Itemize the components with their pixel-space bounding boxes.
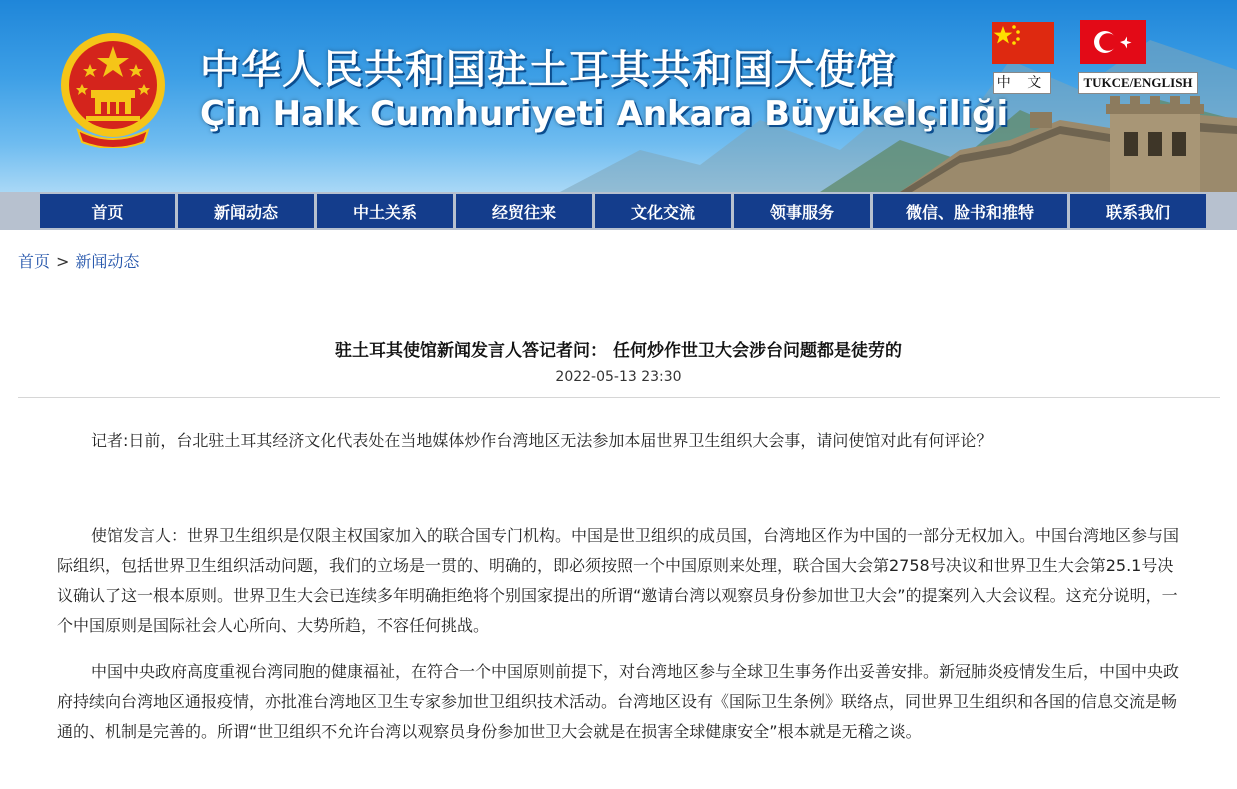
article-divider [18,397,1220,398]
embassy-title-cn: 中华人民共和国驻土耳其共和国大使馆 [200,46,897,93]
embassy-title-tr: Çin Halk Cumhuriyeti Ankara Büyükelçiliği [200,94,1009,134]
breadcrumb-separator: > [56,252,70,271]
article-paragraph-2: 使馆发言人：世界卫生组织是仅限主权国家加入的联合国专门机构。中国是世卫组织的成员国，台湾地区作为中国的一部分无权加入。中国台湾地区参与国际组织，包括世界卫生组织活动问题，我们的立场是一贯的、明确的，即必须按照一个中国原则来处理，联合国大会第2758号决议和世界卫生大会第25.1号决议确认了这一根本原则。世界卫生大会已连续多年明确拒绝将个别国家提出的所谓“邀请台湾以观察员身份参加世卫大会”的提案列入大会议程。这充分说明，一个中国原则是国际社会人心所向、大势所趋，不容任何挑战。 [57,526,1180,635]
breadcrumb-home-link[interactable]: 首页 [18,252,51,271]
article-title: 驻土耳其使馆新闻发言人答记者问： 任何炒作世卫大会涉台问题都是徒劳的 [335,341,902,361]
nav-item-consular[interactable]: 领事服务 [734,194,870,228]
nav-item-contact[interactable]: 联系我们 [1070,194,1206,228]
header-banner [0,0,1237,192]
breadcrumb [18,249,139,272]
article-date: 2022-05-13 23:30 [555,369,682,385]
nav-item-relations[interactable]: 中土关系 [317,194,453,228]
breadcrumb-news-link[interactable]: 新闻动态 [75,252,140,271]
nav-item-trade[interactable]: 经贸往来 [456,194,592,228]
nav-item-culture[interactable]: 文化交流 [595,194,731,228]
turkey-flag-icon[interactable] [1080,20,1146,64]
china-flag-icon[interactable] [992,22,1054,64]
article-paragraph-1: 记者:日前，台北驻土耳其经济文化代表处在当地媒体炒作台湾地区无法参加本届世界卫生组织大会事，请问使馆对此有何评论？ [91,431,993,450]
main-nav [40,194,1206,228]
nav-item-home[interactable]: 首页 [40,194,175,228]
language-cn-button[interactable]: 中 文 [993,72,1051,94]
article-paragraph-3: 中国中央政府高度重视台湾同胞的健康福祉，在符合一个中国原则前提下，对台湾地区参与全球卫生事务作出妥善安排。新冠肺炎疫情发生后，中国中央政府持续向台湾地区通报疫情，亦批准台湾地区卫生专家参加世卫组织技术活动。台湾地区设有《国际卫生条例》联络点，同世界卫生组织和各国的信息交流是畅通的、机制是完善的。所谓“世卫组织不允许台湾以观察员身份参加世卫大会就是在损害全球健康安全”根本就是无稽之谈。 [57,662,1180,741]
language-en-button[interactable]: TUKCE/ENGLISH [1078,72,1198,94]
nav-item-news[interactable]: 新闻动态 [178,194,314,228]
main-nav-bar [0,192,1237,230]
nav-item-social[interactable]: 微信、脸书和推特 [873,194,1067,228]
national-emblem-icon [58,30,168,148]
